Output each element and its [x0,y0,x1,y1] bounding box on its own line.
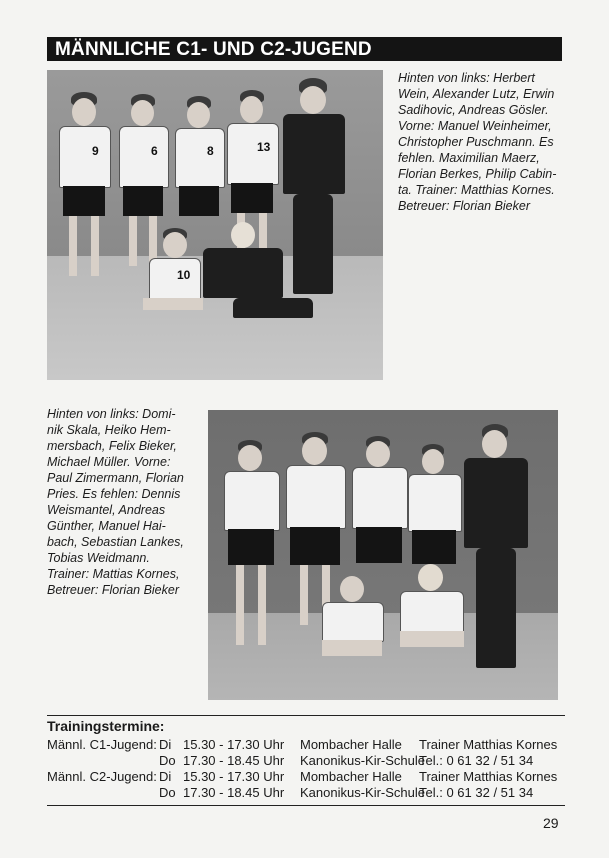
caption-line: Günther, Manuel Hai- [47,519,166,533]
schedule-place: Mombacher Halle [300,769,402,784]
schedule-place: Mombacher Halle [300,737,402,752]
schedule-time: 17.30 - 18.45 Uhr [183,753,285,768]
schedule-contact: Trainer Matthias Kornes [419,769,558,784]
schedule-contact: Tel.: 0 61 32 / 51 34 [419,785,534,800]
jersey-number: 13 [257,140,271,154]
photo2-caption [47,406,193,598]
jersey-number: 10 [177,268,191,282]
caption-line: Betreuer: Florian Bieker [398,199,531,213]
divider-line [47,715,565,716]
divider-line [47,805,565,806]
caption-line: nik Skala, Heiko Hem- [47,423,171,437]
section-title: MÄNNLICHE C1- UND C2-JUGEND [55,39,372,60]
caption-line: bach, Sebastian Lankes, [47,535,184,549]
schedule-time: 15.30 - 17.30 Uhr [183,769,285,784]
team-photo-c1 [47,70,383,380]
schedule-day: Do [159,753,176,768]
caption-line: Paul Zimermann, Florian [47,471,184,485]
caption-line: Weismantel, Andreas [47,503,166,517]
jersey-number: 6 [151,144,158,158]
caption-line: Hinten von links: Herbert [398,71,535,85]
jersey-number: 8 [207,144,214,158]
schedule-team: Männl. C1-Jugend: [47,737,157,752]
caption-line: Tobias Weidmann. [47,551,150,565]
schedule-day: Di [159,737,172,752]
caption-line: Sadihovic, Andreas Gösler. [398,103,549,117]
caption-line: Wein, Alexander Lutz, Erwin [398,87,555,101]
caption-line: Pries. Es fehlen: Dennis [47,487,181,501]
schedule-contact: Tel.: 0 61 32 / 51 34 [419,753,534,768]
caption-line: mersbach, Felix Bieker, [47,439,177,453]
schedule-time: 17.30 - 18.45 Uhr [183,785,285,800]
caption-line: Trainer: Mattias Kornes, [47,567,180,581]
caption-line: Vorne: Manuel Weinheimer, [398,119,552,133]
team-photo-c2 [208,410,558,700]
photo1-caption [398,70,564,214]
schedule-time: 15.30 - 17.30 Uhr [183,737,285,752]
caption-line: Christopher Puschmann. Es [398,135,554,149]
caption-line: Hinten von links: Domi- [47,407,176,421]
caption-line: fehlen. Maximilian Maerz, [398,151,540,165]
caption-line: Betreuer: Florian Bieker [47,583,180,597]
schedule-day: Di [159,769,172,784]
schedule-day: Do [159,785,176,800]
schedule-place: Kanonikus-Kir-Schule [300,785,426,800]
caption-line: ta. Trainer: Matthias Kornes. [398,183,555,197]
page-number: 29 [543,815,559,831]
caption-line: Florian Berkes, Philip Cabin- [398,167,557,181]
jersey-number: 9 [92,144,99,158]
schedule-contact: Trainer Matthias Kornes [419,737,558,752]
section-header-bar [47,37,562,61]
schedule-title: Trainingstermine: [47,718,165,734]
schedule-place: Kanonikus-Kir-Schule [300,753,426,768]
schedule-team: Männl. C2-Jugend: [47,769,157,784]
caption-line: Michael Müller. Vorne: [47,455,171,469]
